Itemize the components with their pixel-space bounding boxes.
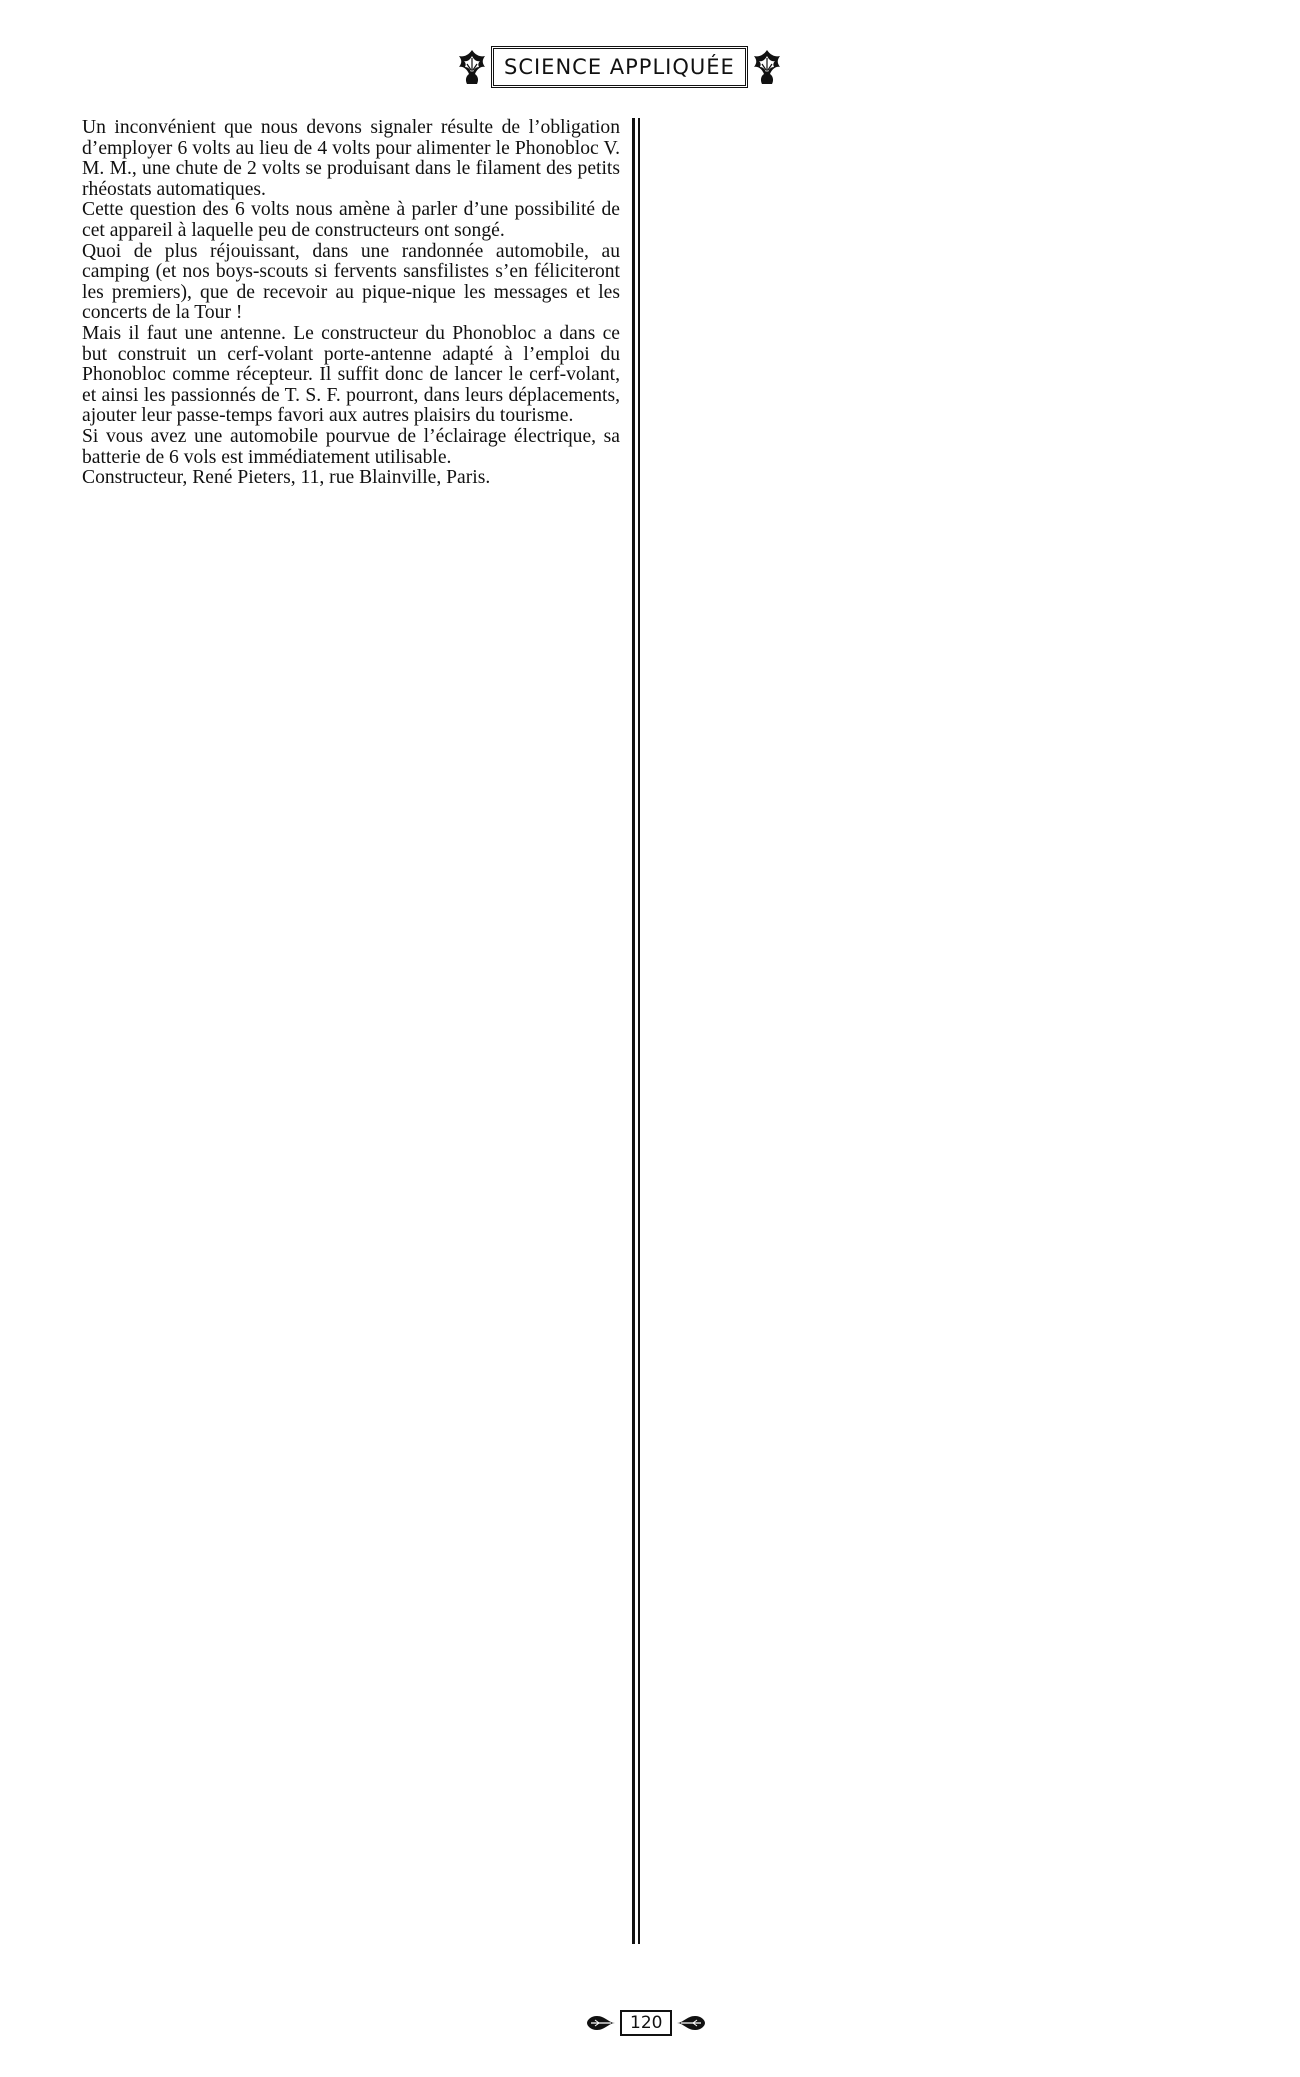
paragraph: Cette question des 6 volts nous amène à parler d’une possibilité de cet appareil à laquelle peu de constructeurs ont songé.: [82, 199, 620, 241]
acanthus-ornament-icon: [752, 48, 782, 86]
paragraph: Constructeur, René Pieters, 11, rue Blainville, Paris.: [82, 467, 491, 489]
page-number-box: [620, 2010, 672, 2036]
divider-line: [638, 118, 640, 1944]
paragraph: Un inconvénient que nous devons signaler résulte de l’obligation d’employer 6 volts au lieu de 4 volts pour alimenter le Phonobloc V. M. M., une chute de 2 volts se produisant dans le filament des petits rhéostats automatiques.: [82, 117, 620, 200]
leaf-ornament-icon: [675, 2012, 707, 2034]
divider-line: [632, 118, 635, 1944]
article-column: [82, 118, 620, 489]
paragraph: Mais il faut une antenne. Le constructeur du Phonobloc a dans ce but construit un cerf-volant porte-antenne adapté à l’emploi du Phonobloc comme récepteur. Il suffit donc de lancer le cerf-volant, et ainsi les passionnés de T. S. F. pourront, dans leurs déplacements, ajouter leur passe-temps favori aux autres plaisirs du tourisme.: [82, 322, 620, 427]
acanthus-ornament-icon: [457, 48, 487, 86]
paragraph: Si vous avez une automobile pourvue de l’éclairage électrique, sa batterie de 6 vols est immédiatement utilisable.: [82, 425, 620, 468]
paragraph: Quoi de plus réjouissant, dans une randonnée automobile, au camping (et nos boys-scouts si fervents sansfilistes s’en féliciteront les premiers), que de recevoir au pique-nique les messages et les concerts de la Tour !: [82, 240, 620, 324]
page-number: 120: [630, 2013, 663, 2033]
section-title-box: [491, 46, 748, 88]
column-divider: [630, 118, 642, 1944]
page-footer: [585, 2010, 707, 2036]
leaf-ornament-icon: [585, 2012, 617, 2034]
running-header: [457, 44, 782, 90]
section-title: SCIENCE APPLIQUÉE: [504, 55, 735, 79]
